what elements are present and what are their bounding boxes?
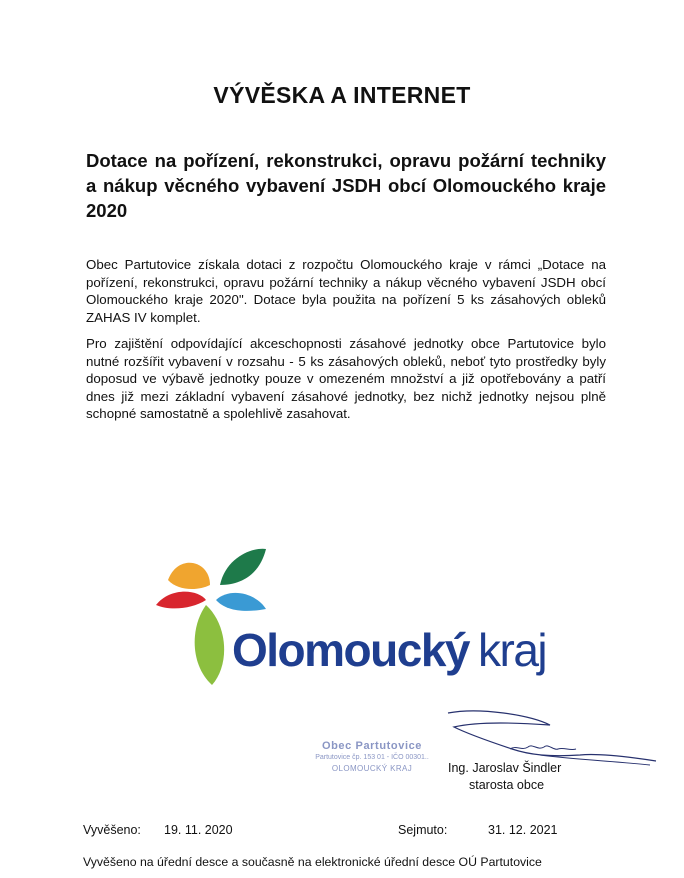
removed-date: 31. 12. 2021 (488, 823, 558, 837)
signer-role: starosta obce (469, 778, 545, 792)
posting-note: Vyvěšeno na úřední desce a současně na elektronické úřední desce OÚ Partutovice (83, 855, 542, 869)
stamp-region: OLOMOUCKÝ KRAJ (331, 764, 413, 773)
posted-label: Vyvěšeno: (83, 823, 141, 837)
logo-petal-orange (168, 563, 210, 589)
signer-name: Ing. Jaroslav Šindler (448, 761, 562, 775)
document-title: VÝVĚSKA A INTERNET (213, 82, 471, 108)
stamp-name: Obec Partutovice (321, 740, 423, 752)
document-subtitle: Dotace na pořízení, rekonstrukci, opravu požární techniky a nákup věcného vybavení JSDH obcí Olomouckého kraje 2020 (86, 150, 606, 221)
logo-petal-blue (216, 593, 266, 611)
logo-petal-red (156, 592, 206, 609)
removed-label: Sejmuto: (398, 823, 448, 837)
logo-name: Olomoucký (232, 624, 470, 676)
paragraph-funding: Obec Partutovice získala dotaci z rozpočtu Olomouckého kraje v rámci „Dotace na pořízení, rekonstrukci, opravu požární techniky a nákup věcného vybavení JSDH obcí Olomouckého kraje 2020". Dotace byla použita na pořízení 5 ks zásahových obleků ZAHAS IV komplet. (86, 257, 606, 325)
stamp-address: Partutovice čp. 153 01 - IČO 00301.. (315, 754, 429, 761)
logo-petal-dark-green (220, 549, 266, 585)
signer-block (448, 760, 568, 794)
municipal-stamp (308, 741, 436, 774)
logo-suffix: kraj (478, 624, 547, 676)
logo-wordmark (232, 623, 546, 677)
logo-petal-lime (195, 605, 224, 685)
paragraph-justification: Pro zajištění odpovídající akceschopnosti zásahové jednotky obce Partutovice bylo nutné rozšířit vybavení v rozsahu - 5 ks zásahových obleků, neboť tyto prostředky byly doposud ve výbavě jednotky pouze v omezeném množství a již opotřebovány a patří dnes již mezi základní vybavení zásahové jednotky, bez nichž jednotky nejsou plně schopné samostatně a spolehlivě zasahovat. (86, 336, 606, 422)
posted-date: 19. 11. 2020 (164, 823, 233, 837)
